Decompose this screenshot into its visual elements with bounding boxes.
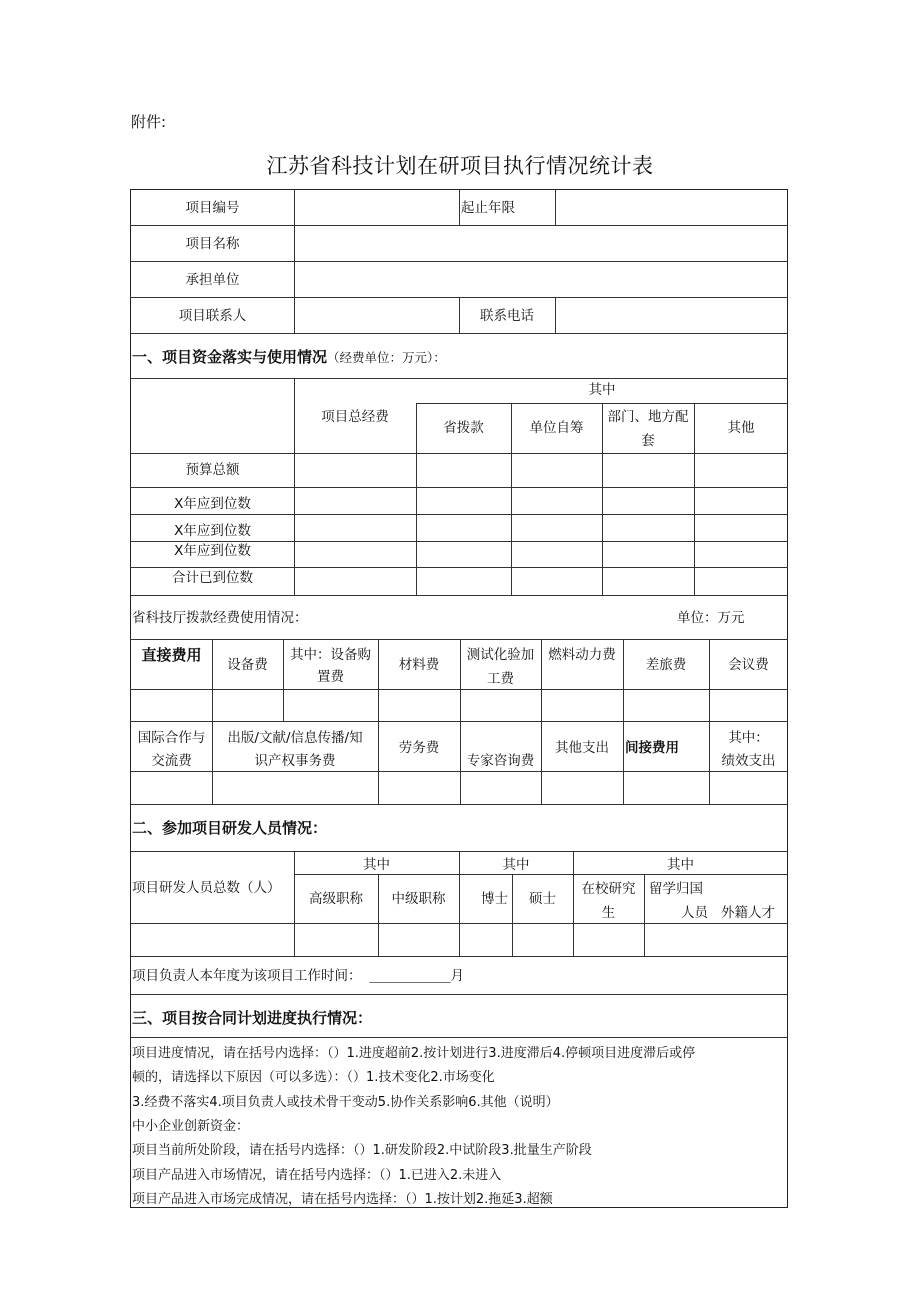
travel-fee: 差旅费 [645, 657, 687, 673]
unit-label: 承担单位 [185, 272, 240, 288]
col-provincial: 省拨款 [443, 420, 484, 436]
col-matching-1: 部门、地方配 [607, 409, 689, 425]
section1-title: 一、项目资金落实与使用情况 [132, 348, 328, 366]
row-year-1: X年应到位数 [174, 496, 251, 512]
progress-line-2: 顿的，请选择以下原因（可以多选）：（）1.技术变化2.市场变化 [132, 1070, 495, 1085]
labor-fee: 劳务费 [398, 740, 440, 756]
testing-fee-1: 测试化验加 [466, 647, 535, 663]
testing-fee-2: 工费 [487, 671, 514, 687]
publication-fee-2: 识产权事务费 [254, 753, 336, 769]
personnel-total-label: 项目研发人员总数（人） [132, 880, 281, 896]
progress-line-1: 项目进度情况，请在括号内选择：（）1.进度超前2.按计划进行3.进度滞后4.停顿项目进度滞后或停 [132, 1046, 696, 1061]
col-middle-title: 中级职称 [391, 891, 446, 907]
worktime-label: 项目负责人本年度为该项目工作时间： [132, 968, 362, 984]
page-title: 江苏省科技计划在研项目执行情况统计表 [266, 154, 654, 178]
period-label: 起止年限 [461, 200, 515, 216]
equipment-fee: 设备费 [227, 657, 268, 673]
usage-unit: 单位：万元 [677, 610, 745, 626]
performance-1: 其中： [728, 730, 769, 746]
row-year-2: X年应到位数 [174, 523, 251, 539]
worktime-unit: 月 [450, 968, 464, 984]
row-year-3: X年应到位数 [174, 543, 251, 559]
col-foreign: 外籍人才 [721, 905, 775, 921]
total-funding-label: 项目总经费 [321, 409, 389, 425]
col-matching-2: 套 [641, 433, 655, 449]
personnel-qizhong-1: 其中 [363, 857, 390, 873]
stage-line: 项目当前所处阶段，请在括号内选择：（）1.研发阶段2.中试阶段3.批量生产阶段 [132, 1143, 592, 1158]
worktime-blank: ____________ [369, 968, 451, 984]
sme-fund-label: 中小企业创新资金： [132, 1119, 250, 1134]
equipment-purchase-2: 置费 [317, 669, 344, 685]
section3-heading: 三、项目按合同计划进度执行情况： [132, 1009, 373, 1027]
project-name-label: 项目名称 [185, 236, 240, 252]
phone-label: 联系电话 [480, 308, 534, 324]
row-total-received: 合计已到位数 [172, 570, 253, 586]
direct-cost-label: 直接费用 [141, 646, 202, 664]
row-budget: 预算总额 [185, 462, 240, 478]
publication-fee-1: 出版/文献/信息传播/知 [227, 730, 363, 746]
section1-note: （经费单位：万元）： [327, 350, 446, 365]
contact-label: 项目联系人 [178, 308, 247, 324]
attachment-label: 附件: [131, 113, 167, 131]
usage-label: 省科技厅拨款经费使用情况： [132, 610, 308, 626]
section2-heading: 二、参加项目研发人员情况： [132, 819, 328, 837]
col-returnee-2: 人员 [681, 905, 708, 921]
indirect-cost-label: 间接费用 [625, 740, 679, 756]
col-other: 其他 [727, 420, 755, 436]
intl-coop-fee-1: 国际合作与 [137, 730, 206, 746]
col-phd: 博士 [481, 891, 508, 907]
market-entry-line: 项目产品进入市场情况，请在括号内选择：（）1.已进入2.未进入 [132, 1168, 502, 1183]
intl-coop-fee-2: 交流费 [151, 753, 192, 769]
personnel-qizhong-2: 其中 [502, 857, 530, 873]
worktime-row [132, 967, 464, 985]
expert-fee: 专家咨询费 [466, 753, 535, 769]
funding-qizhong: 其中 [588, 382, 616, 398]
col-students-2: 生 [601, 905, 616, 921]
col-students-1: 在校研究 [581, 881, 636, 897]
section1-heading [132, 348, 446, 367]
market-completion-line: 项目产品进入市场完成情况，请在括号内选择：（）1.按计划2.拖延3.超额 [132, 1192, 553, 1207]
fuel-power-fee: 燃料动力费 [548, 647, 616, 663]
meeting-fee: 会议费 [728, 657, 769, 673]
project-no-label: 项目编号 [185, 200, 240, 216]
col-senior-title: 高级职称 [309, 891, 363, 907]
other-expense: 其他支出 [555, 740, 609, 756]
col-master: 硕士 [529, 891, 556, 907]
equipment-purchase-1: 其中：设备购 [290, 647, 371, 663]
performance-2: 绩效支出 [721, 753, 776, 769]
personnel-qizhong-3: 其中 [667, 857, 694, 873]
col-self-raised: 单位自筹 [529, 420, 584, 436]
progress-line-3: 3.经费不落实4.项目负责人或技术骨干变动5.协作关系影响6.其他（说明） [132, 1095, 559, 1110]
col-returnee-1: 留学归国 [649, 881, 703, 897]
material-fee: 材料费 [398, 657, 440, 673]
